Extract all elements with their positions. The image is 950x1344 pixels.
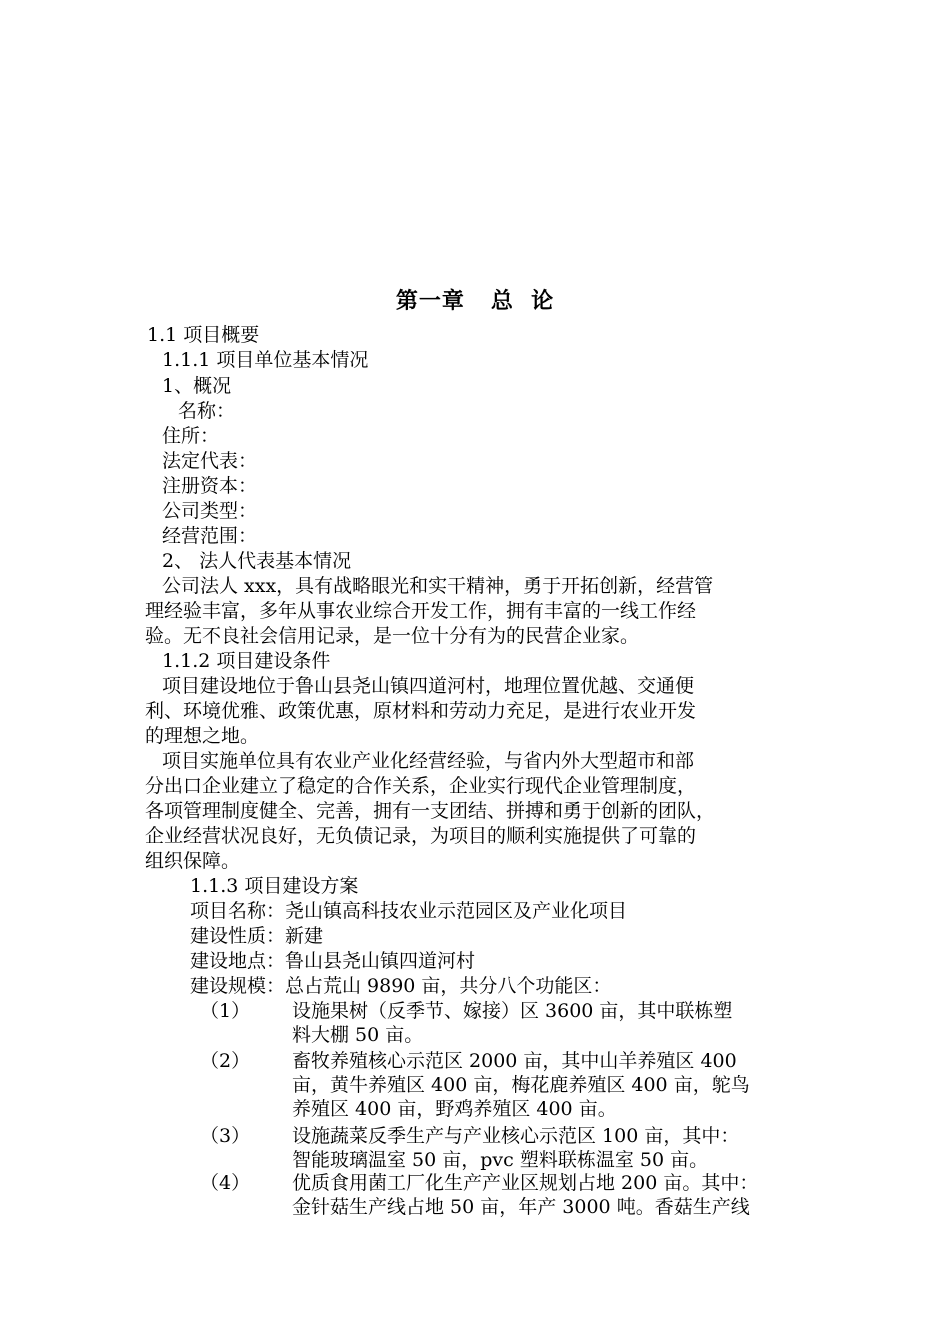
field-capital: 注册资本： xyxy=(162,475,258,497)
list-item-number: （4） xyxy=(200,1172,251,1194)
paragraph-line: 利、环境优雅、政策优惠，原材料和劳动力充足，是进行农业开发 xyxy=(145,700,697,722)
field-business-scope: 经营范围： xyxy=(162,525,258,547)
field-address: 住所： xyxy=(162,425,220,447)
project-nature: 建设性质：新建 xyxy=(190,925,324,947)
paragraph-line: 项目建设地位于鲁山县尧山镇四道河村，地理位置优越、交通便 xyxy=(162,675,695,697)
field-name: 名称： xyxy=(178,400,236,422)
list-item-line: 养殖区 400 亩，野鸡养殖区 400 亩。 xyxy=(292,1098,617,1120)
list-item-number: （1） xyxy=(200,1000,251,1022)
paragraph-line: 公司法人 xxx，具有战略眼光和实干精神，勇于开拓创新，经营管 xyxy=(162,575,714,597)
subsection-heading-1-1-1: 1.1.1 项目单位基本情况 xyxy=(162,349,369,371)
list-item-number: （3） xyxy=(200,1125,251,1147)
field-legal-rep: 法定代表： xyxy=(162,450,258,472)
list-item-line: 畜牧养殖核心示范区 2000 亩，其中山羊养殖区 400 xyxy=(292,1050,737,1072)
list-item-line: 智能玻璃温室 50 亩，pvc 塑料联栋温室 50 亩。 xyxy=(292,1149,709,1171)
list-item-line: 亩，黄牛养殖区 400 亩，梅花鹿养殖区 400 亩，鸵鸟 xyxy=(292,1074,750,1096)
list-item xyxy=(292,1049,812,1121)
list-item-line: 优质食用菌工厂化生产产业区规划占地 200 亩。其中： xyxy=(292,1172,759,1194)
list-item-line: 设施蔬菜反季生产与产业核心示范区 100 亩，其中： xyxy=(292,1125,740,1147)
legal-rep-heading: 2、 法人代表基本情况 xyxy=(162,550,352,572)
list-item xyxy=(292,999,812,1047)
list-item-number: （2） xyxy=(200,1050,251,1072)
list-item-line: 料大棚 50 亩。 xyxy=(292,1024,424,1046)
list-item-line: 设施果树（反季节、嫁接）区 3600 亩，其中联栋塑 xyxy=(292,1000,733,1022)
paragraph-line: 分出口企业建立了稳定的合作关系，企业实行现代企业管理制度， xyxy=(145,775,697,797)
paragraph-line: 各项管理制度健全、完善，拥有一支团结、拼搏和勇于创新的团队， xyxy=(145,800,716,822)
project-name: 项目名称：尧山镇高科技农业示范园区及产业化项目 xyxy=(190,900,628,922)
paragraph-line: 的理想之地。 xyxy=(145,725,260,747)
project-location: 建设地点：鲁山县尧山镇四道河村 xyxy=(190,950,476,972)
list-item-line: 金针菇生产线占地 50 亩，年产 3000 吨。香菇生产线 xyxy=(292,1196,750,1218)
overview-heading: 1、概况 xyxy=(162,375,232,397)
list-item xyxy=(292,1171,812,1219)
paragraph-line: 项目实施单位具有农业产业化经营经验，与省内外大型超市和部 xyxy=(162,750,695,772)
chapter-title: 第一章 总 论 xyxy=(395,288,555,314)
subsection-heading-1-1-2: 1.1.2 项目建设条件 xyxy=(162,650,331,672)
list-item xyxy=(292,1124,812,1172)
field-company-type: 公司类型： xyxy=(162,500,258,522)
paragraph-line: 企业经营状况良好，无负债记录，为项目的顺利实施提供了可靠的 xyxy=(145,825,697,847)
paragraph-line: 理经验丰富，多年从事农业综合开发工作，拥有丰富的一线工作经 xyxy=(145,600,697,622)
paragraph-line: 组织保障。 xyxy=(145,850,241,872)
paragraph-line: 验。无不良社会信用记录，是一位十分有为的民营企业家。 xyxy=(145,625,640,647)
project-scale: 建设规模：总占荒山 9890 亩，共分八个功能区： xyxy=(190,975,612,997)
subsection-heading-1-1-3: 1.1.3 项目建设方案 xyxy=(190,875,359,897)
section-heading-1-1: 1.1 项目概要 xyxy=(147,324,260,346)
